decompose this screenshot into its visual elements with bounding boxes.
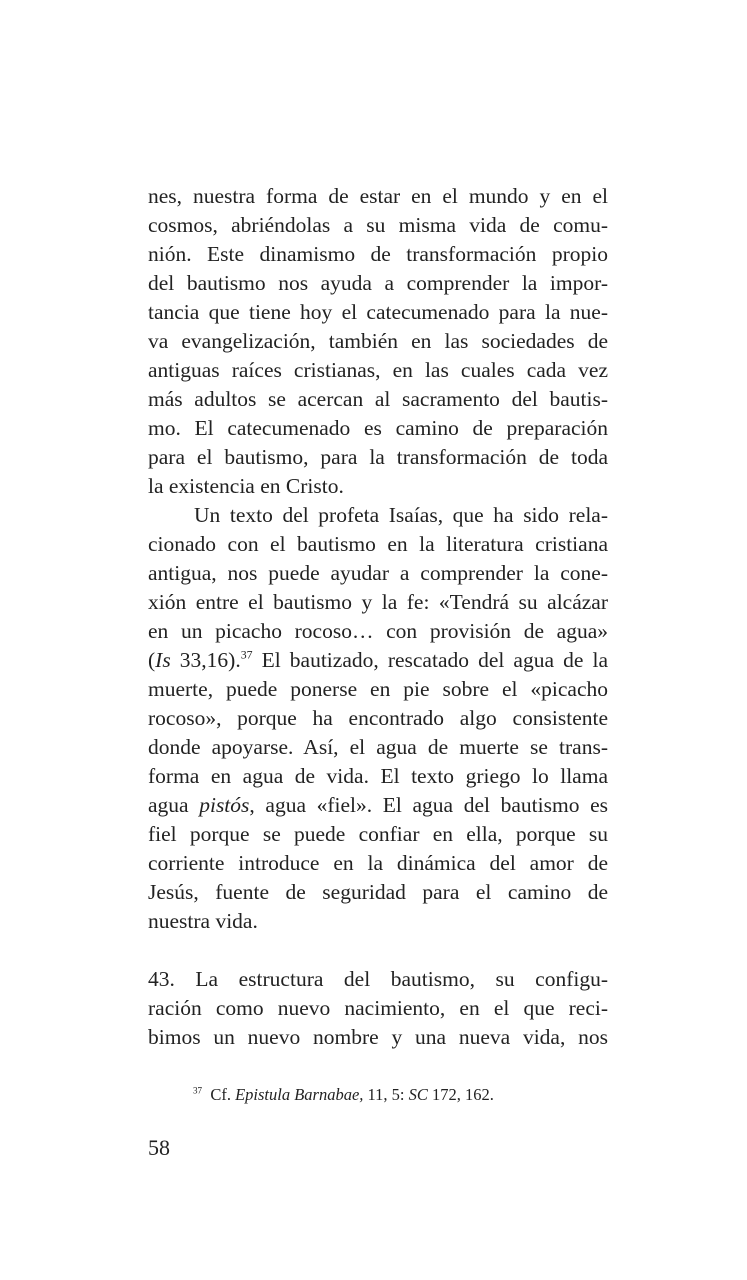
greek-term: pistós (199, 793, 250, 817)
footnote-mark: 37 (193, 1085, 203, 1096)
text-line-pistos (148, 791, 608, 820)
page-number: 58 (148, 1135, 170, 1160)
footnote-cf: Cf. (210, 1085, 236, 1104)
text-line: va evangelización, también en las sociedades de (148, 329, 608, 353)
text-line: nión. Este dinamismo de transformación propio (148, 242, 608, 266)
text-line-citation: (Is 33,16).$^{37}$ El bautizado, rescatado del agua de la (148, 647, 608, 672)
text-line: la existencia en Cristo. (148, 474, 344, 498)
text-line: nes, nuestra forma de estar en el mundo y en el (148, 184, 608, 208)
text-line: cionado con el bautismo en la literatura cristiana (148, 532, 608, 556)
text-line: forma en agua de vida. El texto griego lo llama (148, 764, 608, 788)
text-line: en un picacho rocoso… con provisión de agua» (148, 619, 608, 643)
footnote-sc: SC (408, 1085, 428, 1104)
footnote-title: Epistula Barnabae, (235, 1085, 364, 1104)
footnote (193, 1084, 494, 1106)
text-line: muerte, puede ponerse en pie sobre el «picacho (148, 677, 608, 701)
text-line: antigua, nos puede ayudar a comprender la cone- (148, 561, 608, 585)
footnote-ref: 11, 5: (363, 1085, 409, 1104)
agua-prefix: agua (148, 793, 200, 817)
text-line: donde apoyarse. Así, el agua de muerte se trans- (148, 735, 608, 759)
agua-suffix: , agua «fiel». El agua del bautismo es (249, 793, 608, 817)
text-line: fiel porque se puede confiar en ella, porque su (148, 822, 608, 846)
text-line: nuestra vida. (148, 909, 258, 933)
text-line: para el bautismo, para la transformación de toda (148, 445, 608, 469)
citation-continuation: El bautizado, rescatado del agua de la (252, 648, 608, 672)
text-line: más adultos se acercan al sacramento del bautis- (148, 387, 608, 411)
body-text (148, 182, 608, 1052)
text-line: bimos un nuevo nombre y una nueva vida, nos (148, 1025, 608, 1049)
text-line: del bautismo nos ayuda a comprender la impor- (148, 271, 608, 295)
text-line: tancia que tiene hoy el catecumenado para la nue- (148, 300, 608, 324)
text-line: ración como nuevo nacimiento, en el que reci- (148, 996, 608, 1020)
footnote-pages: 172, 162. (427, 1085, 494, 1104)
footnote-reference[interactable]: 37 (240, 647, 253, 662)
text-line: corriente introduce en la dinámica del amor de (148, 851, 608, 875)
text-line: mo. El catecumenado es camino de preparación (148, 416, 608, 440)
text-line: cosmos, abriéndolas a su misma vida de comu- (148, 213, 608, 237)
text-line: Un texto del profeta Isaías, que ha sido rela- (194, 503, 608, 527)
text-line: Jesús, fuente de seguridad para el camino de (148, 880, 608, 904)
text-line: antiguas raíces cristianas, en las cuales cada vez (148, 358, 608, 382)
text-line: rocoso», porque ha encontrado algo consistente (148, 706, 608, 730)
citation-ref: 33,16). (170, 648, 241, 672)
text-line: xión entre el bautismo y la fe: «Tendrá su alcázar (148, 590, 608, 614)
citation-book-abbrev: Is (155, 648, 171, 672)
section-43-line: 43. La estructura del bautismo, su configu- (148, 967, 608, 991)
